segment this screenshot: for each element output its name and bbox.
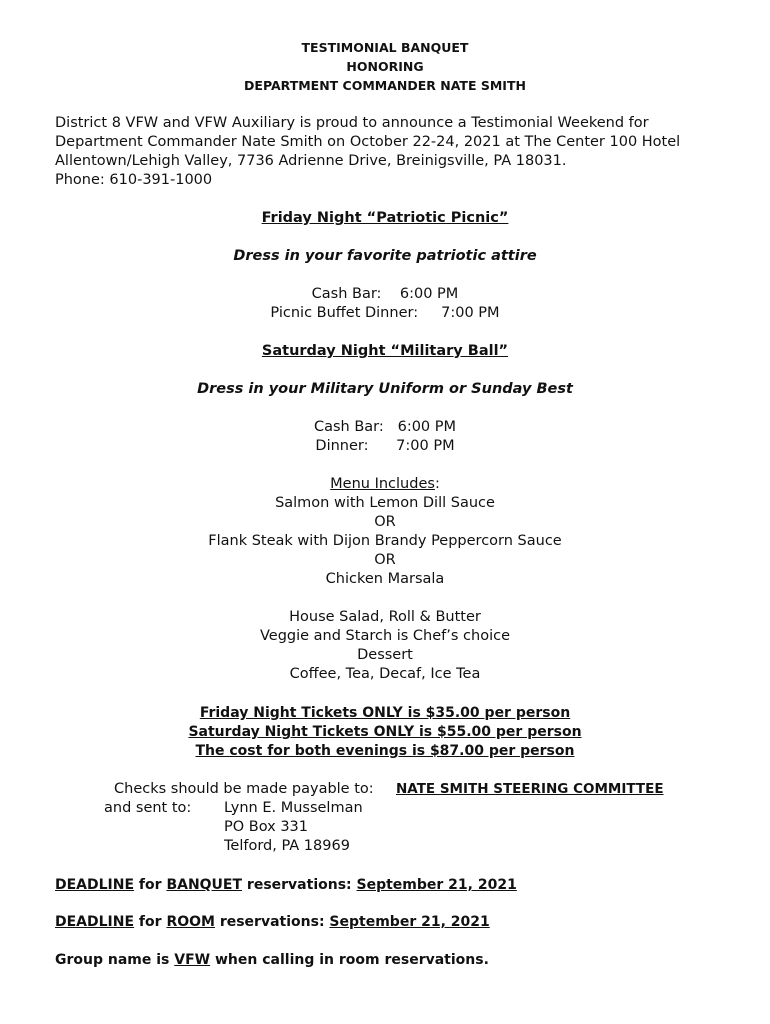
group-pre: Group name is (55, 952, 175, 968)
address-line: PO Box 331 (224, 819, 309, 835)
intro-phone: Phone: 610-391-1000 (55, 172, 213, 188)
saturday-dress: Dress in your Military Uniform or Sunday Best (197, 381, 573, 397)
saturday-bar-label: Cash Bar: (313, 419, 384, 435)
friday-dress: Dress in your favorite patriotic attire (233, 248, 537, 264)
intro-line-1: District 8 VFW and VFW Auxiliary is proud to announce a Testimonial Weekend for (55, 115, 649, 131)
saturday-title: Saturday Night “Military Ball” (261, 343, 509, 359)
friday-bar-label: Cash Bar: (311, 286, 382, 302)
menu-item: Salmon with Lemon Dill Sauce (275, 495, 495, 511)
menu-side: Dessert (357, 647, 413, 663)
friday-dinner-label: Picnic Buffet Dinner: (270, 305, 419, 321)
group-post: when calling in room reservations. (210, 952, 489, 968)
address-line: Telford, PA 18969 (224, 838, 350, 854)
deadline-banquet-date: September 21, 2021 (356, 877, 517, 893)
sent-to-label: and sent to: (104, 800, 192, 816)
deadline-for: for (134, 914, 167, 930)
deadline-room-date: September 21, 2021 (329, 914, 490, 930)
saturday-bar-time: 6:00 PM (397, 419, 457, 435)
banquet-deadline (55, 876, 517, 895)
friday-bar-time: 6:00 PM (399, 286, 459, 302)
deadline-word: DEADLINE (55, 914, 135, 930)
menu-heading-text: Menu Includes (330, 476, 435, 492)
friday-title: Friday Night “Patriotic Picnic” (261, 210, 509, 226)
header-title: TESTIMONIAL BANQUET (301, 40, 469, 55)
menu-side: House Salad, Roll & Butter (289, 609, 481, 625)
saturday-dinner (0, 437, 770, 456)
address-line: Lynn E. Musselman (224, 800, 363, 816)
ticket-price-saturday: Saturday Night Tickets ONLY is $55.00 per person (188, 724, 582, 740)
deadline-room-item: ROOM (166, 914, 215, 930)
deadline-word: DEADLINE (55, 877, 135, 893)
menu-item: Chicken Marsala (325, 571, 445, 587)
ticket-price-friday: Friday Night Tickets ONLY is $35.00 per person (199, 705, 571, 721)
friday-dinner-time: 7:00 PM (441, 305, 500, 321)
payee-name: NATE SMITH STEERING COMMITTEE (396, 781, 664, 797)
menu-side: Veggie and Starch is Chef’s choice (259, 628, 511, 644)
menu-or: OR (374, 514, 396, 530)
saturday-dinner-time: 7:00 PM (396, 438, 455, 454)
payable-label: Checks should be made payable to: (114, 781, 374, 797)
group-name-note (55, 951, 489, 970)
friday-dinner (0, 304, 770, 323)
header-honoring: HONORING (346, 59, 424, 74)
header-honoree: DEPARTMENT COMMANDER NATE SMITH (244, 78, 526, 93)
saturday-cash-bar (0, 418, 770, 437)
deadline-rest: reservations: (242, 877, 357, 893)
deadline-for: for (134, 877, 167, 893)
intro-line-3: Allentown/Lehigh Valley, 7736 Adrienne Drive, Breinigsville, PA 18031. (55, 153, 567, 169)
ticket-price-both: The cost for both evenings is $87.00 per person (195, 743, 575, 759)
room-deadline (55, 913, 490, 932)
menu-heading (0, 475, 770, 494)
menu-heading-colon: : (434, 476, 440, 492)
intro-line-2: Department Commander Nate Smith on October 22-24, 2021 at The Center 100 Hotel (55, 134, 681, 150)
deadline-rest: reservations: (214, 914, 330, 930)
deadline-banquet-item: BANQUET (166, 877, 243, 893)
menu-or: OR (374, 552, 396, 568)
saturday-dinner-label: Dinner: (315, 438, 369, 454)
menu-side: Coffee, Tea, Decaf, Ice Tea (289, 666, 481, 682)
group-name: VFW (174, 952, 211, 968)
friday-cash-bar (0, 285, 770, 304)
menu-item: Flank Steak with Dijon Brandy Peppercorn Sauce (208, 533, 562, 549)
